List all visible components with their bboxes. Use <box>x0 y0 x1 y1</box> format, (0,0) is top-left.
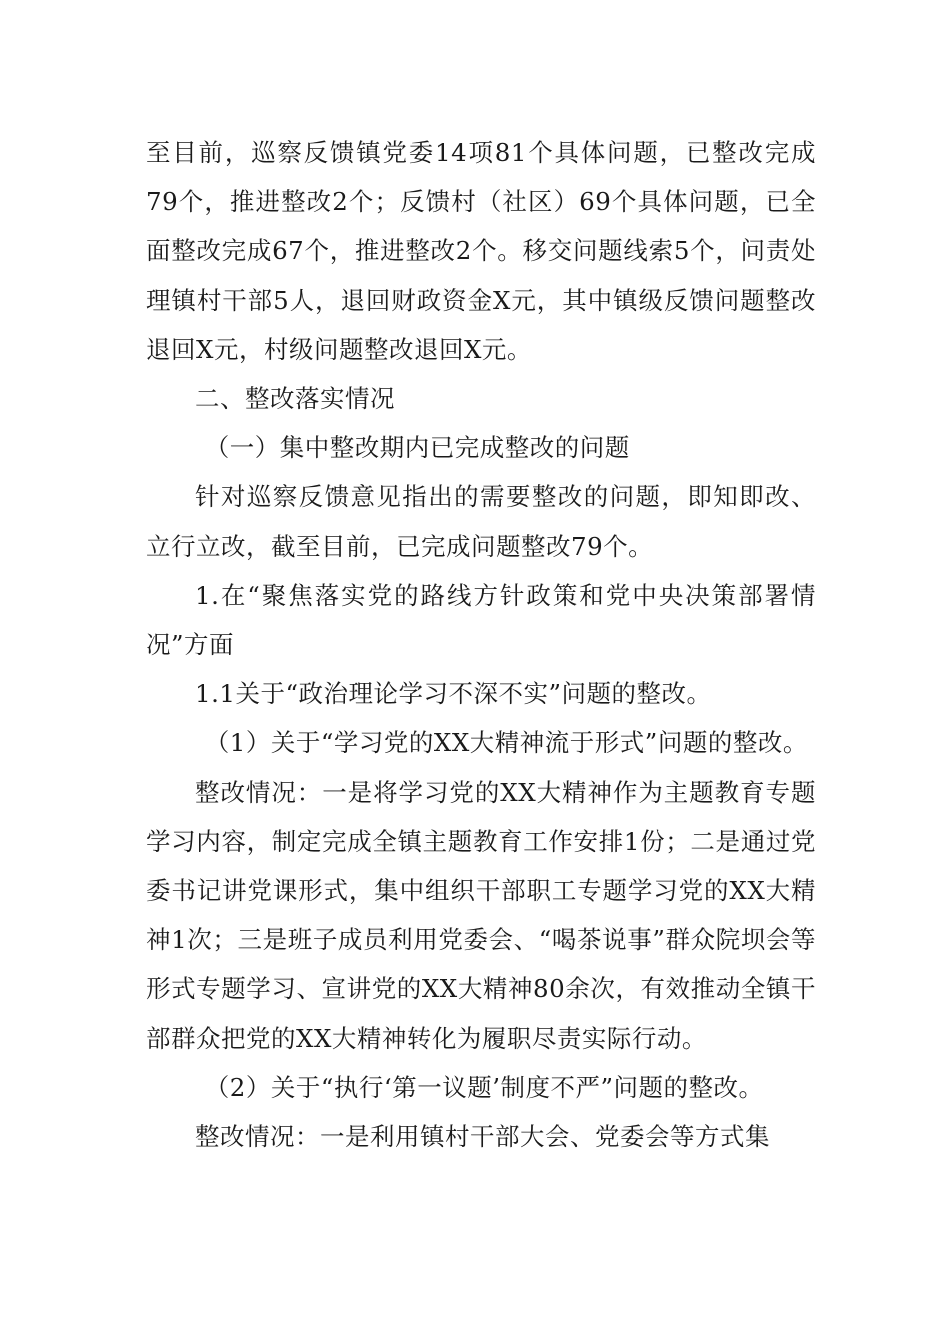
paragraph-rectification-1: 整改情况：一是将学习党的XX大精神作为主题教育专题学习内容，制定完成全镇主题教育工作安排1份；二是通过党委书记讲党课形式，集中组织干部职工专题学习党的XX大精神1次；三是班子成员利用党委会、“喝茶说事”群众院坝会等形式专题学习、宣讲党的XX大精神80余次，有效推动全镇干部群众把党的XX大精神转化为履职尽责实际行动。 <box>146 777 816 1053</box>
subsection-heading-1: （一）集中整改期内已完成整改的问题 <box>204 433 630 463</box>
item-heading-1-1-1: （1）关于“学习党的XX大精神流于形式”问题的整改。 <box>204 728 808 758</box>
paragraph-rectification-2: 整改情况：一是利用镇村干部大会、党委会等方式集 <box>195 1122 770 1152</box>
section-heading-2: 二、整改落实情况 <box>195 384 395 414</box>
document-page <box>146 128 816 1161</box>
item-heading-1: 1.在“聚焦落实党的路线方针政策和党中央决策部署情况”方面 <box>146 580 816 660</box>
item-heading-1-1-2: （2）关于“执行‘第一议题’制度不严”问题的整改。 <box>204 1072 764 1102</box>
paragraph-summary: 至目前，巡察反馈镇党委14项81个具体问题，已整改完成79个，推进整改2个；反馈村（社区）69个具体问题，已全面整改完成67个，推进整改2个。移交问题线索5个，问责处理镇村干部5人，退回财政资金X元，其中镇级反馈问题整改退回X元，村级问题整改退回X元。 <box>146 138 816 364</box>
paragraph-intro: 针对巡察反馈意见指出的需要整改的问题，即知即改、立行立改，截至目前，已完成问题整改79个。 <box>146 482 816 561</box>
item-heading-1-1: 1.1关于“政治理论学习不深不实”问题的整改。 <box>195 679 712 709</box>
